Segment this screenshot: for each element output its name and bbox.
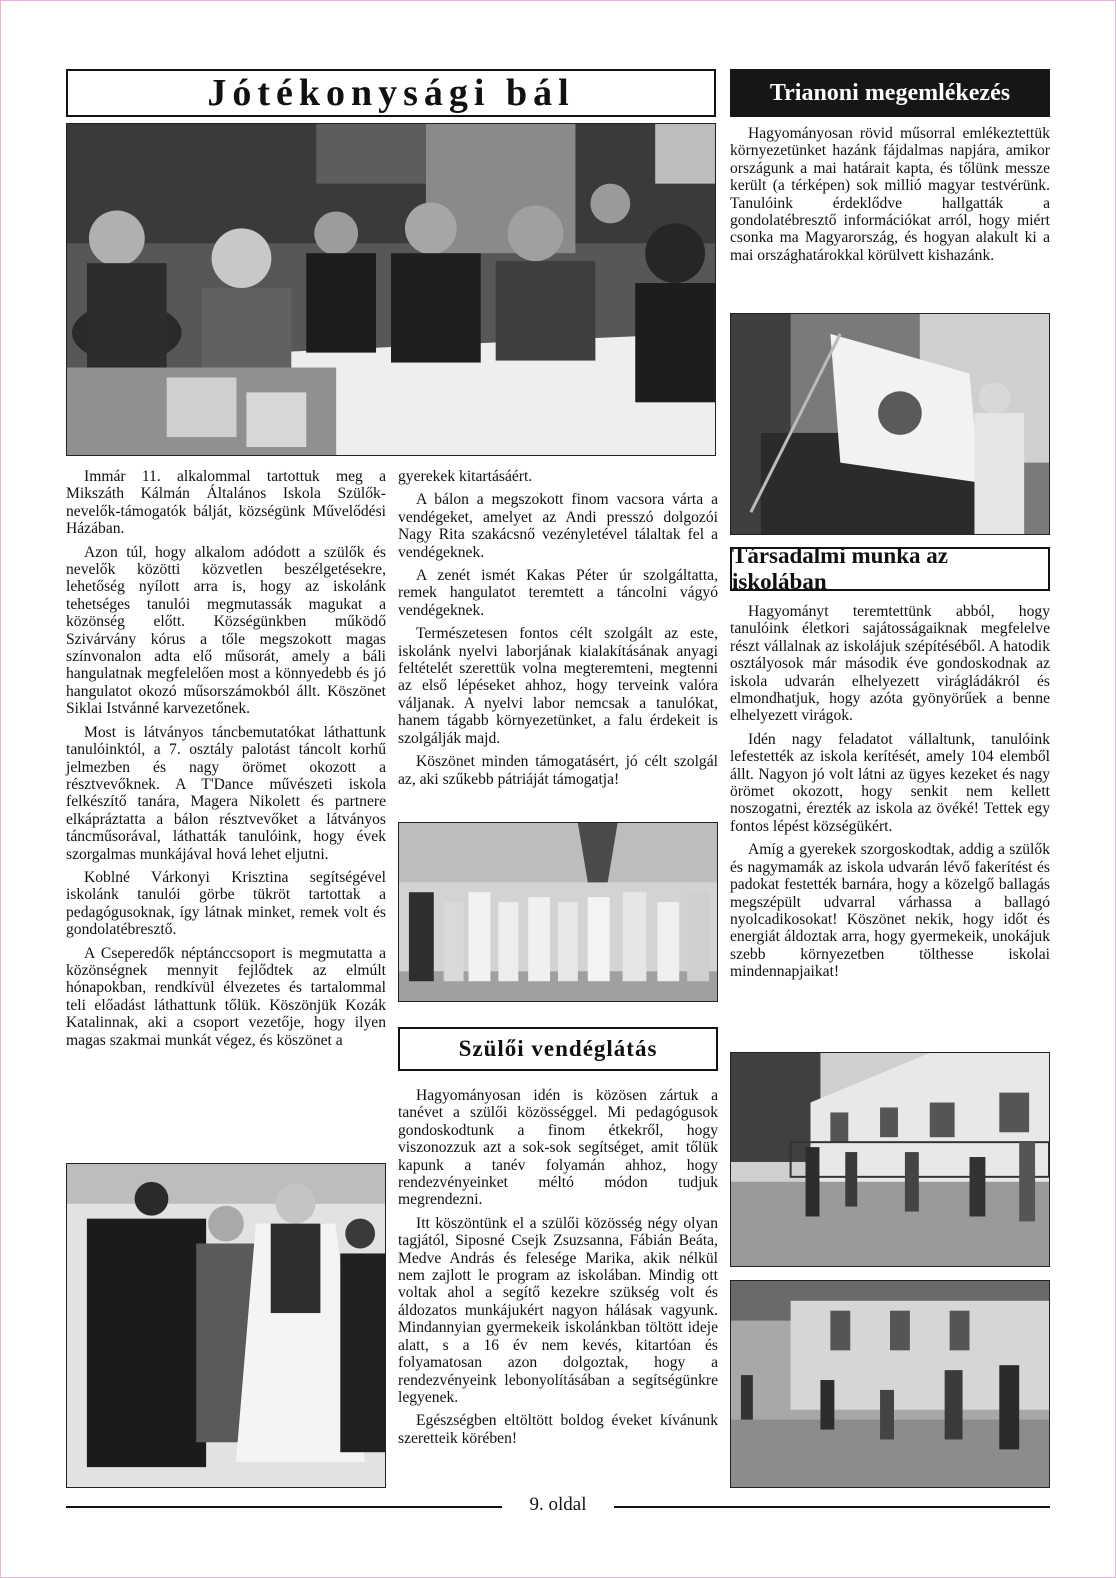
photo-choir — [398, 822, 718, 1002]
tarsadalmi-paragraph-3: Amíg a gyerekek szorgoskodtak, addig a szülők és nagymamák az iskola udvarán lévő fakerítést és padokat festették barnára, hogy a közelgő ballagás megszépült udvarral várhassa a ballagó nyolcadikosokat! Köszönet nekik, hogy időt és energiát áldoztak arra, hogy gyermekeik, unokájuk szebb környezetben tölthesse iskolai mindennapjaikat! — [730, 841, 1050, 981]
title-jotekonysagi-bal-text: Jótékonysági bál — [207, 72, 575, 114]
bal-col2-paragraph-2: A bálon a megszokott finom vacsora várta a vendégeket, amelyet az Andi presszó dolgozói Nagy Rita szakácsnő vezényletével tálaltak fel a vendégeknek. — [398, 491, 718, 561]
bal-paragraph-5: A Cseperedők néptánccsoport is megmutatta a közönségnek mennyit fejlődtek az elmúlt hónapokban, rendkívül élvezetes és tartalommal teli előadást láthattunk tőlük. Köszönjük Kozák Katalinnak, aki a csoport vezetője, hogy ilyen magas szakmai munkát végez, és köszönet a — [66, 944, 386, 1049]
photo-folk-dance-image — [67, 1164, 385, 1487]
tarsadalmi-text-column — [730, 603, 1050, 987]
trianon-paragraph: Hagyományosan rövid műsorral emlékeztettük környezetünket hazánk fájdalmas napjára, amikor országunk a mai határait kapta, és tőlünk messze került (a térképen) sok millió magyar testvérünk. Tanulóink érdeklődve hallgatták a gondolatébresztő információkat arról, hogy miért csonka ma Magyarország, és hogyan alakult ki a mai országhatárokkal körülvett kishazánk. — [730, 125, 1050, 264]
bal-paragraph-2: Azon túl, hogy alkalom adódott a szülők és nevelők közötti közvetlen beszélgetésekre, lehetőség nyílott arra is, hogy az iskolánk tehetséges tanulói megmutassák magukat a közönség előtt. Községünkben működő Szivárvány kórus a tőle megszokott magas színvonalon adta elő műsorát, amely a báli hangulatnak megfelelően most a könnyedebb és jó hangulatot okozó műsorszámokból állt. Köszönet Siklai Istvánné karvezetőnek. — [66, 543, 386, 718]
bal-text-column-2 — [398, 468, 718, 794]
photo-ball-guests — [66, 123, 716, 456]
tarsadalmi-paragraph-1: Hagyományt teremtettünk abból, hogy tanulóink életkori sajátosságaiknak megfelelve részt vállalnak az iskolájuk szépítéséből. A hatodik osztályosok már második éve gondoskodnak az iskola udvarán elhelyezett virágládákról és elmondhatjuk, hogy azóta gyönyörűek a benne elhelyezett virágok. — [730, 603, 1050, 725]
footer-rule-right — [614, 1506, 1050, 1508]
photo-trianon-flag-image — [731, 314, 1049, 534]
title-trianoni — [730, 69, 1050, 117]
title-trianoni-text: Trianoni megemlékezés — [769, 79, 1011, 106]
title-tarsadalmi-munka — [730, 543, 1050, 594]
photo-trianon-flag — [730, 313, 1050, 535]
vendeglatas-paragraph-3: Egészségben eltöltött boldog éveket kívánunk szeretteik körében! — [398, 1412, 718, 1447]
bal-paragraph-1: Immár 11. alkalommal tartottuk meg a Mikszáth Kálmán Általános Iskola Szülők-nevelők-támogatók bálját, községünk Művelődési Házában. — [66, 468, 386, 538]
photo-folk-dance — [66, 1163, 386, 1488]
photo-ball-guests-image — [67, 124, 715, 455]
vendeglatas-text-column — [398, 1087, 718, 1453]
photo-fence-painting — [730, 1052, 1050, 1267]
bal-col2-paragraph-3: A zenét ismét Kakas Péter úr szolgáltatta, remek hangulatot teremtett a táncolni vágyó vendégeknek. — [398, 567, 718, 619]
title-tarsadalmi-munka-text: Társadalmi munka az iskolában — [732, 543, 948, 594]
vendeglatas-paragraph-2: Itt köszöntünk el a szülői közösség négy olyan tagjától, Siposné Csejk Zsuzsanna, Fábián Beáta, Medve András és felesége Marika, akik nélkül nem zajlott le program az iskolában. Mindig ott voltak ahol a segítő kezekre szükség volt és áldozatos munkájukért nagyon hálásak vagyunk. Mindannyian gyermekeik iskolánkban töltött ideje alatt, s a 16 év nem kevés, kitartóan és folyamatosan azon dolgoztak, hogy a rendezvényeink lebonyolításában a segítségünkre legyenek. — [398, 1214, 718, 1406]
page-number: 9. oldal — [529, 1494, 587, 1515]
vendeglatas-paragraph-1: Hagyományosan idén is közösen zártuk a tanévet a szülői közösséggel. Mi pedagógusok gondoskodtunk a finom étkekről, hogy viszonozzuk azt a sok-sok segítséget, amit tőlük kapunk a tanév folyamán ahhoz, hogy rendezvényeinket méltó módon tudjuk megrendezni. — [398, 1087, 718, 1209]
tarsadalmi-paragraph-2: Idén nagy feladatot vállaltunk, tanulóink lefestették az iskola kerítését, amely 104 elemből állt. Nagyon jó volt látni az ügyes kezeket és nagy örömet okozott, hogy senkit nem kellett noszogatni, érezték az iskola az övéké! Tettek egy fontos lépést községükért. — [730, 730, 1050, 835]
bal-col2-paragraph-5: Köszönet minden támogatásért, jó célt szolgál az, aki szűkebb pátriáját támogatja! — [398, 753, 718, 788]
photo-fence-painting-image — [731, 1053, 1049, 1266]
bal-text-column-1 — [66, 468, 386, 1055]
bal-col2-paragraph-4: Természetesen fontos célt szolgált az este, iskolánk nyelvi laborjának kialakításának anyagi feltételét szerettük volna megteremteni, megtenni az első lépéseket ahhoz, hogy terveink valóra váljanak. A nyelvi labor nemcsak a tanulókat, hanem tágabb környezetünket, a falu érdekeit is szolgálják majd. — [398, 625, 718, 747]
title-jotekonysagi-bal — [66, 69, 716, 117]
title-szuloi-vendeglatas-text: Szülői vendéglátás — [458, 1036, 658, 1061]
bal-col2-paragraph-1: gyerekek kitartásáért. — [398, 468, 533, 485]
photo-choir-image — [399, 823, 717, 1001]
bal-paragraph-3: Most is látványos táncbemutatókat láthattunk tanulóinktól, a 7. osztály palotást táncolt korhű jelmezben és nagy örömet okozott a résztvevőknek. A T'Dance művészeti iskola felkészítő tanára, Magera Nikolett és partnere elkápráztatta a bálon résztvevőket a látványos táncműsorával, láthatták tanulóink, hogy évek szorgalmas munkájával hová lehet eljutni. — [66, 723, 386, 863]
title-szuloi-vendeglatas — [398, 1027, 718, 1071]
photo-schoolyard — [730, 1280, 1050, 1488]
photo-schoolyard-image — [731, 1281, 1049, 1487]
footer-rule-left — [66, 1506, 502, 1508]
trianon-text-column — [730, 125, 1050, 270]
bal-paragraph-4: Koblné Várkonyi Krisztina segítségével iskolánk tanulói görbe tükröt tartottak a pedagógusoknak, így látnak minket, remek volt és gondolatébresztő. — [66, 868, 386, 939]
